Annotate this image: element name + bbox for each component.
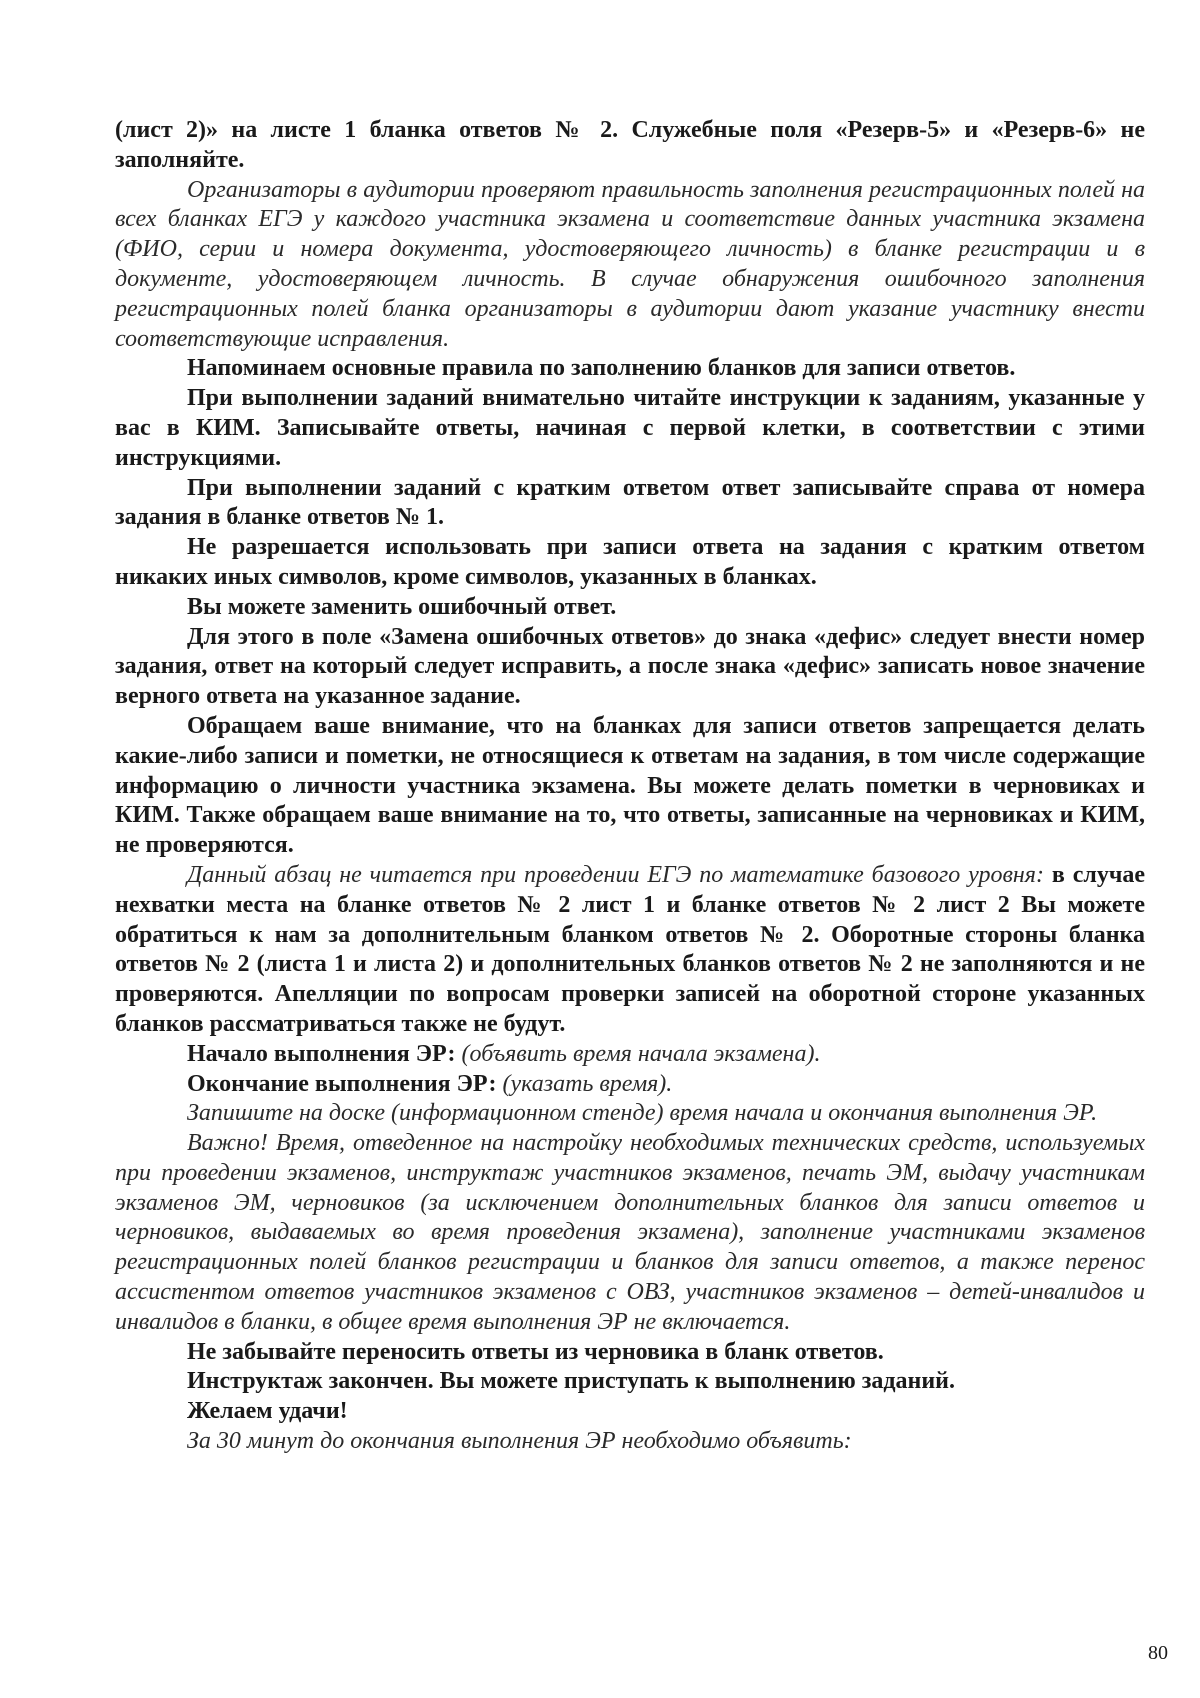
- paragraph-thirty-minutes: За 30 минут до окончания выполнения ЭР необходимо объявить:: [187, 1428, 852, 1455]
- document-page: [115, 116, 1145, 1457]
- end-time-label: Окончание выполнения ЭР:: [187, 1070, 497, 1097]
- start-time-label: Начало выполнения ЭР:: [187, 1040, 456, 1067]
- paragraph-no-other-symbols: Не разрешается использовать при записи ответа на задания с кратким ответом никаких иных символов, кроме символов, указанных в бланках.: [115, 534, 1145, 590]
- paragraph-read-instructions: При выполнении заданий внимательно читайте инструкции к заданиям, указанные у вас в КИМ. Записывайте ответы, начиная с первой клетки, в соответствии с этими инструкциями.: [115, 385, 1145, 471]
- extra-blank-text: в случае нехватки места на бланке ответов № 2 лист 1 и бланке ответов № 2 лист 2 Вы можете обратиться к нам за дополнительным бланком ответов № 2. Оборотные стороны бланка ответов № 2 (листа 1 и листа 2) и дополнительных бланков ответов № 2 не заполняются и не проверяются. Апелляции по вопросам проверки записей на оборотной стороне указанных бланков рассматриваться также не будут.: [115, 861, 1146, 1037]
- extra-blank-note: Данный абзац не читается при проведении ЕГЭ по математике базового уровня:: [187, 861, 1044, 888]
- paragraph-board-note: Запишите на доске (информационном стенде) время начала и окончания выполнения ЭР.: [187, 1100, 1098, 1127]
- paragraph-reserve-fields: (лист 2)» на листе 1 бланка ответов № 2. Служебные поля «Резерв-5» и «Резерв-6» не заполняйте.: [115, 117, 1145, 173]
- end-time-note: (указать время).: [502, 1070, 673, 1097]
- paragraph-replace-answer: Вы можете заменить ошибочный ответ.: [187, 593, 617, 620]
- page-number: 80: [1148, 1642, 1168, 1664]
- paragraph-short-answer: При выполнении заданий с кратким ответом ответ записывайте справа от номера задания в бланке ответов № 1.: [115, 474, 1145, 531]
- paragraph-replace-field: Для этого в поле «Замена ошибочных ответов» до знака «дефис» следует внести номер задания, ответ на который следует исправить, а после знака «дефис» записать новое значение верного ответа на указанное задание.: [115, 623, 1145, 710]
- paragraph-extra-blank: [115, 861, 1145, 1040]
- paragraph-reminder: Не забывайте переносить ответы из черновика в бланк ответов.: [187, 1338, 884, 1365]
- paragraph-important: Важно! Время, отведенное на настройку необходимых технических средств, используемых при проведении экзаменов, инструктаж участников экзаменов, печать ЭМ, выдачу участникам экзаменов ЭМ, черновиков (за исключением дополнительных бланков для записи ответов и черновиков, выдаваемых во время проведения экзамена), заполнение участниками экзаменов регистрационных полей бланков регистрации и бланков для записи ответов, а также перенос ассистентом ответов участников экзаменов с ОВЗ, участников экзаменов – детей-инвалидов и инвалидов в бланки, в общее время выполнения ЭР не включается.: [115, 1130, 1145, 1335]
- paragraph-rules-reminder: Напоминаем основные правила по заполнению бланков для записи ответов.: [187, 355, 1016, 382]
- paragraph-finished: Инструктаж закончен. Вы можете приступать к выполнению заданий.: [187, 1368, 955, 1395]
- paragraph-no-marks: Обращаем ваше внимание, что на бланках для записи ответов запрещается делать какие-либо записи и пометки, не относящиеся к ответам на задания, в том числе содержащие информацию о личности участника экзамена. Вы можете делать пометки в черновиках и КИМ. Также обращаем ваше внимание на то, что ответы, записанные на черновиках и КИМ, не проверяются.: [115, 712, 1145, 859]
- paragraph-organizers-check: Организаторы в аудитории проверяют правильность заполнения регистрационных полей на всех бланках ЕГЭ у каждого участника экзамена и соответствие данных участника экзамена (ФИО, серии и номера документа, удостоверяющего личность) в бланке регистрации и в документе, удостоверяющем личность. В случае обнаружения ошибочного заполнения регистрационных полей бланка организаторы в аудитории дают указание участнику внести соответствующие исправления.: [115, 176, 1145, 352]
- start-time-note: (объявить время начала экзамена).: [461, 1040, 821, 1067]
- paragraph-luck: Желаем удачи!: [187, 1398, 348, 1425]
- paragraph-start-time: [115, 1040, 1145, 1070]
- paragraph-end-time: [115, 1070, 1145, 1100]
